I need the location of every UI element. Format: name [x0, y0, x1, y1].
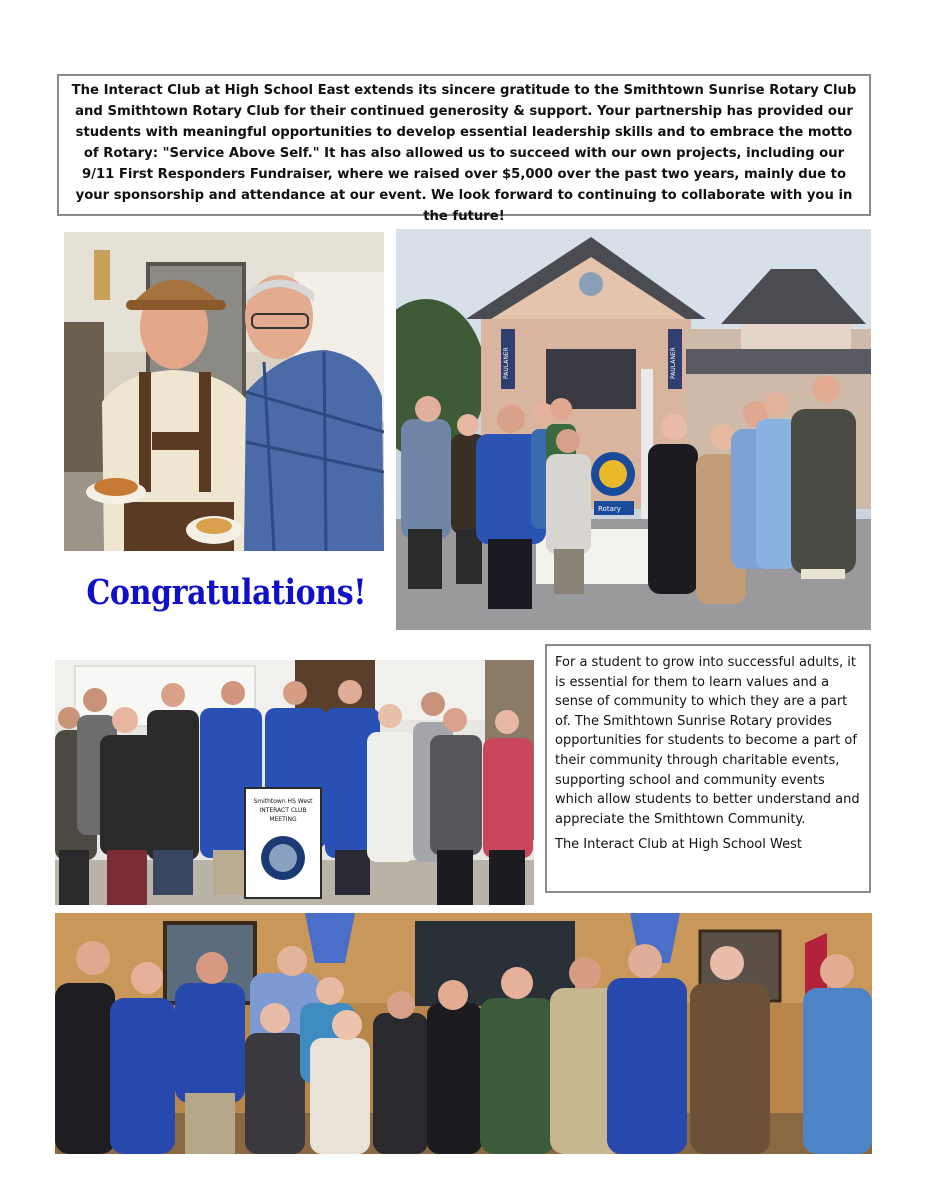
photo-interact-club-meeting: [55, 660, 534, 905]
photo-oktoberfest-men: [64, 232, 384, 551]
paulaner-banner-right: PAULANER: [670, 347, 677, 379]
paulaner-banner-left: PAULANER: [503, 347, 510, 379]
photo-rotary-group-indoors: [55, 913, 872, 1154]
meeting-sign-line2: INTERACT CLUB: [259, 807, 307, 814]
side-signature: The Interact Club at High School West: [555, 837, 802, 853]
congratulations-heading: Congratulations!: [86, 572, 367, 613]
intro-text: The Interact Club at High School East extends its sincere gratitude to the Smithtown Sunrise Rotary Club and Smithtown Rotary Club for their continued generosity & support. Your partnership has provided our students with meaningful opportunities to develop essential leadership skills and to embrace the motto of Rotary: "Service Above Self." It has also allowed us to succeed with our own projects, including our 9/11 First Responders Fundraiser, where we raised over $5,000 over the past two years, mainly due to your sponsorship and attendance at our event. We look forward to continuing to collaborate with you in the future!: [71, 83, 857, 224]
side-text: For a student to grow into successful adults, it is essential for them to learn values and a sense of community to which they are a part of. The Smithtown Sunrise Rotary provides opportunities for students to become a part of their community through charitable events, supporting school and community events which allow students to better understand and appreciate the Smithtown Community.: [555, 655, 860, 827]
meeting-sign-line1: Smithtown HS West: [253, 798, 313, 805]
meeting-sign-line3: MEETING: [269, 816, 297, 823]
rotary-sign-text: Rotary: [598, 505, 621, 513]
photo-group-victorian-house: [396, 229, 871, 630]
intro-text-box: [57, 74, 871, 224]
side-text-box: [545, 644, 871, 893]
